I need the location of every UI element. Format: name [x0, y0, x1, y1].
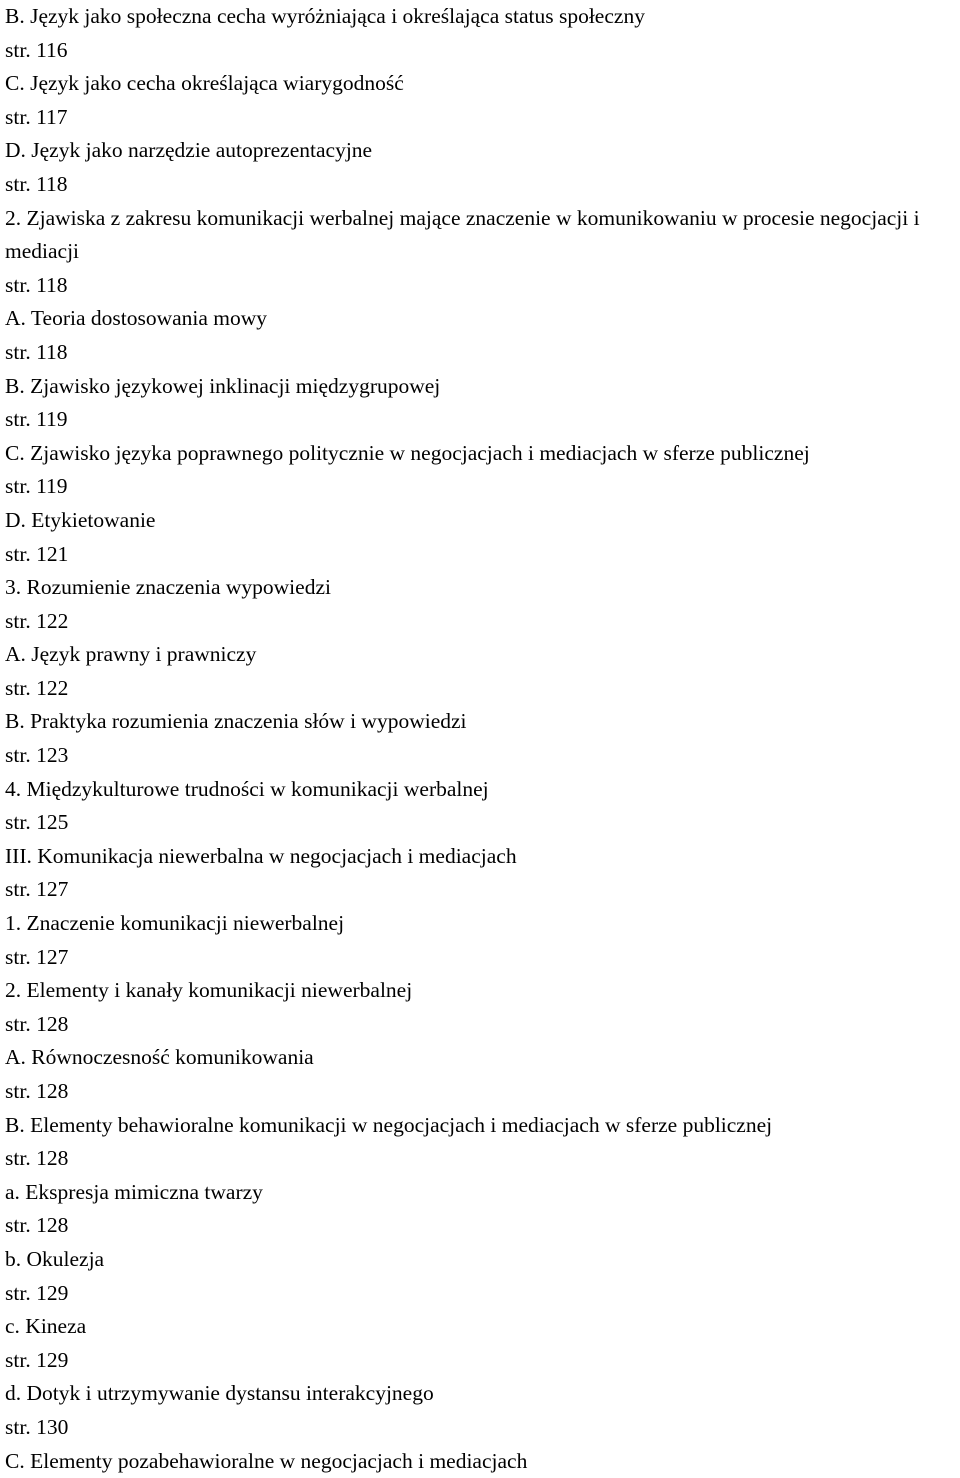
toc-entry-page: str. 130 — [5, 1414, 69, 1439]
toc-entry-title: 2. Zjawiska z zakresu komunikacji werbalnej mające znaczenie w komunikowaniu w procesie negocjacji i mediacji — [5, 205, 920, 264]
toc-entry-page: str. 128 — [5, 1213, 69, 1238]
toc-entry-title: 4. Międzykulturowe trudności w komunikacji werbalnej — [5, 776, 489, 801]
toc-entry-title: 3. Rozumienie znaczenia wypowiedzi — [5, 575, 331, 600]
toc-entry-page: str. 123 — [5, 743, 69, 768]
toc-entry-title: III. Komunikacja niewerbalna w negocjacjach i mediacjach — [5, 843, 517, 868]
table-of-contents — [5, 0, 957, 1478]
toc-entry-title: B. Język jako społeczna cecha wyróżniająca i określająca status społeczny — [5, 4, 645, 28]
toc-entry-page: str. 122 — [5, 675, 69, 700]
toc-entry-title: 1. Znaczenie komunikacji niewerbalnej — [5, 911, 345, 936]
toc-entry-title: B. Elementy behawioralne komunikacji w negocjacjach i mediacjach w sferze publicznej — [5, 1112, 773, 1137]
toc-entry-title: C. Elementy pozabehawioralne w negocjacjach i mediacjach — [5, 1448, 528, 1473]
toc-entry-page: str. 129 — [5, 1280, 69, 1305]
toc-entry-page: str. 128 — [5, 1146, 69, 1171]
toc-entry-page: str. 128 — [5, 1079, 69, 1103]
toc-entry-title: B. Praktyka rozumienia znaczenia słów i wypowiedzi — [5, 709, 467, 734]
toc-entry-page: str. 128 — [5, 1011, 69, 1036]
toc-entry-page: str. 118 — [5, 272, 68, 297]
toc-entry-page: str. 121 — [5, 541, 69, 566]
toc-entry-title: D. Język jako narzędzie autoprezentacyjne — [5, 138, 373, 163]
toc-entry-title: 2. Elementy i kanały komunikacji niewerbalnej — [5, 978, 413, 1003]
toc-entry-title: c. Kineza — [5, 1314, 87, 1339]
toc-entry-title: D. Etykietowanie — [5, 507, 156, 532]
toc-entry-title: C. Język jako cecha określająca wiarygodność — [5, 71, 404, 96]
toc-entry-page: str. 122 — [5, 608, 69, 633]
toc-entry-page: str. 119 — [5, 474, 68, 499]
toc-entry-title: d. Dotyk i utrzymywanie dystansu interakcyjnego — [5, 1381, 434, 1406]
toc-entry-title: b. Okulezja — [5, 1246, 105, 1271]
toc-entry-page: str. 127 — [5, 877, 69, 902]
toc-entry-page: str. 125 — [5, 810, 69, 835]
toc-entry-page: str. 119 — [5, 407, 68, 432]
toc-entry-title: C. Zjawisko języka poprawnego politycznie w negocjacjach i mediacjach w sferze publicznej — [5, 440, 810, 465]
toc-entry-title: A. Język prawny i prawniczy — [5, 642, 257, 667]
toc-entry-page: str. 118 — [5, 171, 68, 196]
toc-entry-title: A. Równoczesność komunikowania — [5, 1045, 314, 1070]
toc-entry-page: str. 127 — [5, 944, 69, 969]
toc-entry-page: str. 117 — [5, 104, 68, 129]
toc-entry-title: B. Zjawisko językowej inklinacji międzygrupowej — [5, 373, 441, 398]
toc-entry-title: A. Teoria dostosowania mowy — [5, 306, 268, 331]
toc-entry-page: str. 116 — [5, 37, 68, 62]
toc-entry-title: a. Ekspresja mimiczna twarzy — [5, 1179, 263, 1204]
toc-entry-page: str. 129 — [5, 1347, 69, 1372]
toc-entry-page: str. 118 — [5, 339, 68, 364]
